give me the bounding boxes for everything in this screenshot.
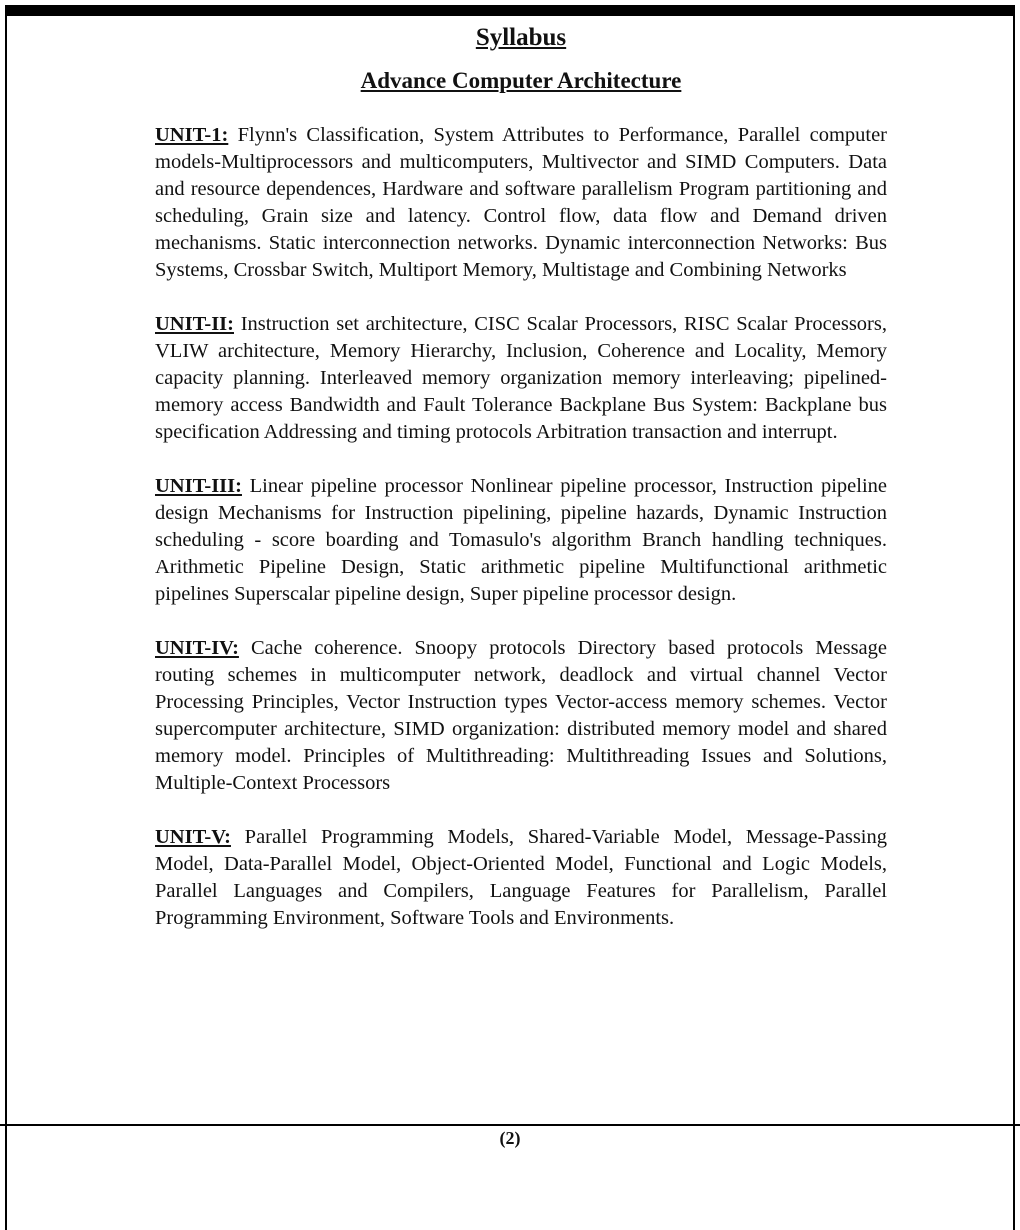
page-top-border: [5, 5, 1015, 16]
syllabus-content: [155, 24, 887, 959]
unit-5-label: UNIT-V:: [155, 826, 231, 848]
unit-3-label: UNIT-III:: [155, 475, 242, 497]
page-title: Syllabus: [475, 24, 567, 51]
unit-3-body: Linear pipeline processor Nonlinear pipeline processor, Instruction pipeline design Mechanisms for Instruction pipelining, pipeline hazards, Dynamic Instruction scheduling - score boarding and Tomasulo's algorithm Branch handling techniques. Arithmetic Pipeline Design, Static arithmetic pipeline Multifunctional arithmetic pipelines Superscalar pipeline design, Super pipeline processor design.: [155, 475, 887, 605]
unit-4-paragraph: [155, 635, 887, 797]
unit-2-body: Instruction set architecture, CISC Scalar Processors, RISC Scalar Processors, VLIW architecture, Memory Hierarchy, Inclusion, Coherence and Locality, Memory capacity planning. Interleaved memory organization memory interleaving; pipelined-memory access Bandwidth and Fault Tolerance Backplane Bus System: Backplane bus specification Addressing and timing protocols Arbitration transaction and interrupt.: [155, 313, 887, 443]
unit-1-label: UNIT-1:: [155, 124, 229, 146]
unit-1-body: Flynn's Classification, System Attributes to Performance, Parallel computer models-Multiprocessors and multicomputers, Multivector and SIMD Computers. Data and resource dependences, Hardware and software parallelism Program partitioning and scheduling, Grain size and latency. Control flow, data flow and Demand driven mechanisms. Static interconnection networks. Dynamic interconnection Networks: Bus Systems, Crossbar Switch, Multiport Memory, Multistage and Combining Networks: [155, 124, 888, 281]
unit-5-paragraph: [155, 824, 887, 932]
unit-4-label: UNIT-IV:: [155, 637, 239, 659]
unit-2-paragraph: [155, 311, 887, 446]
unit-1-paragraph: [155, 122, 887, 284]
page-number: (2): [499, 1128, 521, 1148]
footer-divider: [0, 1124, 1020, 1126]
unit-4-body: Cache coherence. Snoopy protocols Directory based protocols Message routing schemes in multicomputer network, deadlock and virtual channel Vector Processing Principles, Vector Instruction types Vector-access memory schemes. Vector supercomputer architecture, SIMD organization: distributed memory model and shared memory model. Principles of Multithreading: Multithreading Issues and Solutions, Multiple-Context Processors: [155, 637, 888, 794]
course-title: Advance Computer Architecture: [360, 68, 682, 93]
unit-3-paragraph: [155, 473, 887, 608]
unit-2-label: UNIT-II:: [155, 313, 234, 335]
unit-5-body: Parallel Programming Models, Shared-Variable Model, Message-Passing Model, Data-Parallel Model, Object-Oriented Model, Functional and Logic Models, Parallel Languages and Compilers, Language Features for Parallelism, Parallel Programming Environment, Software Tools and Environments.: [155, 826, 888, 929]
page-left-border: [5, 5, 7, 1230]
page-right-border: [1013, 5, 1015, 1230]
